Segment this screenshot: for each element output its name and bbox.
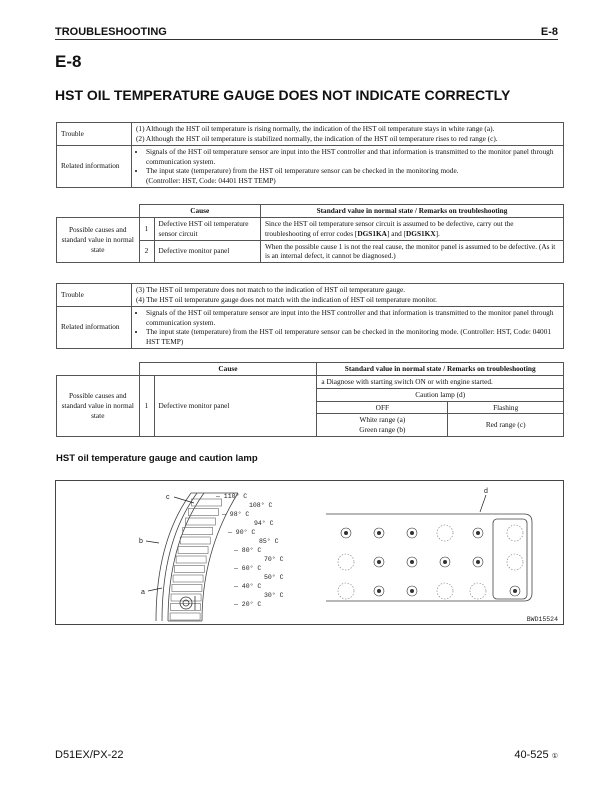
blank-lamp — [507, 525, 523, 541]
gauge-segment — [172, 585, 202, 592]
trouble-line: (4) The HST oil temperature gauge does not match with the indication of HST oil temperature monitor. — [136, 294, 437, 304]
related-information — [132, 145, 564, 187]
related-item: • Signals of the HST oil temperature sensor are input into the HST controller and that information is transmitted to the monitor panel through communication system. — [146, 308, 559, 328]
page-header — [55, 26, 558, 40]
blank-lamp — [338, 583, 354, 599]
temp-label: — 40° C — [234, 583, 262, 590]
diagnose-note: a Diagnose with starting switch ON or with engine started. — [317, 375, 564, 388]
cause-text: Defective monitor panel — [154, 240, 260, 263]
gauge-segment — [173, 575, 203, 582]
gauge-figure — [55, 480, 564, 625]
temp-label: 94° C — [254, 520, 274, 527]
fuel-level-icon — [407, 557, 417, 567]
temp-label: 50° C — [264, 574, 284, 581]
blank-lamp — [437, 583, 453, 599]
radiator-fan-icon — [407, 586, 417, 596]
cause-header: Cause — [139, 363, 317, 376]
trouble-line: (2) Although the HST oil temperature is stabilized normally, the indication of the HST oil temperature rises to red range (c). — [136, 133, 498, 143]
trouble-line: (1) Although the HST oil temperature is rising normally, the indication of the HST oil temperature stays in white range (a). — [136, 124, 495, 133]
remarks-header: Standard value in normal state / Remarks on troubleshooting — [317, 363, 564, 376]
header-code: E-8 — [540, 26, 558, 38]
trouble-label: Trouble — [57, 284, 132, 307]
related-item: • Signals of the HST oil temperature sensor are input into the HST controller and that information is transmitted to the monitor panel through communication system. — [146, 147, 559, 167]
trouble-description — [132, 123, 564, 146]
hst-charge-pressure-icon — [473, 557, 483, 567]
cause-number: 1 — [139, 217, 154, 240]
temp-label: — 98° C — [222, 511, 250, 518]
hst-oil-temperature-icon — [180, 596, 195, 610]
cause-remark: Since the HST oil temperature sensor circuit is assumed to be defective, carry out the troubleshooting of error codes [DGS1KA] and [DGS1KX]. — [260, 217, 563, 240]
temp-label: — 60° C — [234, 565, 262, 572]
cause-remark: When the possible cause 1 is not the real cause, the monitor panel is assumed to be defective. (As it is an internal defect, it cannot be diagnosed.) — [260, 240, 563, 263]
error-code: E-8 — [55, 52, 82, 71]
gauge-segment — [170, 613, 200, 620]
related-label: Related information — [57, 306, 132, 348]
trouble-description — [132, 284, 564, 307]
caution-lamp-header: Caution lamp (d) — [317, 388, 564, 401]
gauge-segment — [188, 509, 218, 516]
engine-oil-pressure-icon — [374, 528, 384, 538]
cause-number: 2 — [139, 240, 154, 263]
blank-lamp — [470, 583, 486, 599]
trouble-table-2 — [56, 283, 564, 349]
label-a: a — [141, 589, 145, 596]
off-range-values: White range (a) Green range (b) — [317, 414, 448, 437]
temp-label: 85° C — [259, 538, 279, 545]
monitor-panel — [326, 514, 532, 601]
gauge-segment — [180, 537, 210, 544]
blank-lamp — [437, 525, 453, 541]
hst-oil-pressure-icon — [440, 557, 450, 567]
error-code-link: DGS1KA — [357, 228, 387, 238]
related-information — [132, 306, 564, 348]
remarks-header: Standard value in normal state / Remarks on troubleshooting — [260, 205, 563, 218]
section-title: TROUBLESHOOTING — [55, 26, 167, 38]
blank-lamp — [338, 554, 354, 570]
related-item: • The input state (temperature) from the HST oil temperature sensor can be checked in the monitoring mode. (Controller: HST, Code: 04001 HST TEMP) — [146, 327, 559, 347]
label-b: b — [139, 538, 143, 545]
gauge-segment — [183, 528, 213, 535]
label-d: d — [484, 488, 488, 495]
lamp-off-label: OFF — [317, 401, 448, 414]
cause-text: Defective HST oil temperature sensor circuit — [154, 217, 260, 240]
causes-side-label: Possible causes and standard value in normal state — [57, 217, 140, 262]
temp-label: 108° C — [249, 502, 273, 509]
model-number: D51EX/PX-22 — [55, 749, 124, 761]
temp-label: — 20° C — [234, 601, 262, 608]
blank-lamp — [507, 554, 523, 570]
page-number: 40-525 ① — [514, 749, 558, 761]
battery-icon — [341, 528, 351, 538]
trouble-table-1 — [56, 122, 564, 188]
callout-lines — [146, 495, 486, 591]
maintenance-icon — [374, 586, 384, 596]
gauge-segment — [185, 518, 215, 525]
trouble-line: (3) The HST oil temperature does not match to the indication of HST oil temperature gauge. — [136, 285, 406, 294]
gauge-segment — [178, 547, 208, 554]
cause-number: 1 — [139, 375, 154, 436]
related-item: • The input state (temperature) from the HST oil temperature sensor can be checked in the monitoring mode. (Controller: HST, Code: 04401 HST TEMP) — [146, 166, 559, 186]
figure-subtitle: HST oil temperature gauge and caution lamp — [56, 453, 258, 464]
page-title: HST OIL TEMPERATURE GAUGE DOES NOT INDICATE CORRECTLY — [55, 87, 511, 103]
causes-table-1 — [56, 204, 564, 263]
temp-label: — 110° C — [216, 493, 248, 500]
hst-oil-temperature-icon — [473, 528, 483, 538]
temp-label: 30° C — [264, 592, 284, 599]
lamp-flashing-label: Flashing — [448, 401, 564, 414]
temp-label: 70° C — [264, 556, 284, 563]
gauge-segment — [174, 566, 204, 573]
causes-table-2 — [56, 362, 564, 437]
flashing-range-value: Red range (c) — [448, 414, 564, 437]
preheat-icon — [510, 586, 520, 596]
related-label: Related information — [57, 145, 132, 187]
coolant-temperature-icon — [407, 528, 417, 538]
gauge-diagram — [56, 481, 563, 624]
label-c: c — [166, 494, 170, 501]
figure-code: BWD15524 — [526, 616, 558, 623]
error-code-link: DGS1KX — [406, 228, 436, 238]
gauge-segment — [176, 556, 206, 563]
temp-label: — 80° C — [234, 547, 262, 554]
cause-header: Cause — [139, 205, 260, 218]
gauge-segment — [170, 604, 200, 611]
trouble-label: Trouble — [57, 123, 132, 146]
temp-label: — 90° C — [228, 529, 256, 536]
causes-side-label: Possible causes and standard value in normal state — [57, 375, 140, 436]
cause-text: Defective monitor panel — [154, 375, 317, 436]
revision-mark: ① — [551, 753, 558, 760]
air-cleaner-icon — [374, 557, 384, 567]
